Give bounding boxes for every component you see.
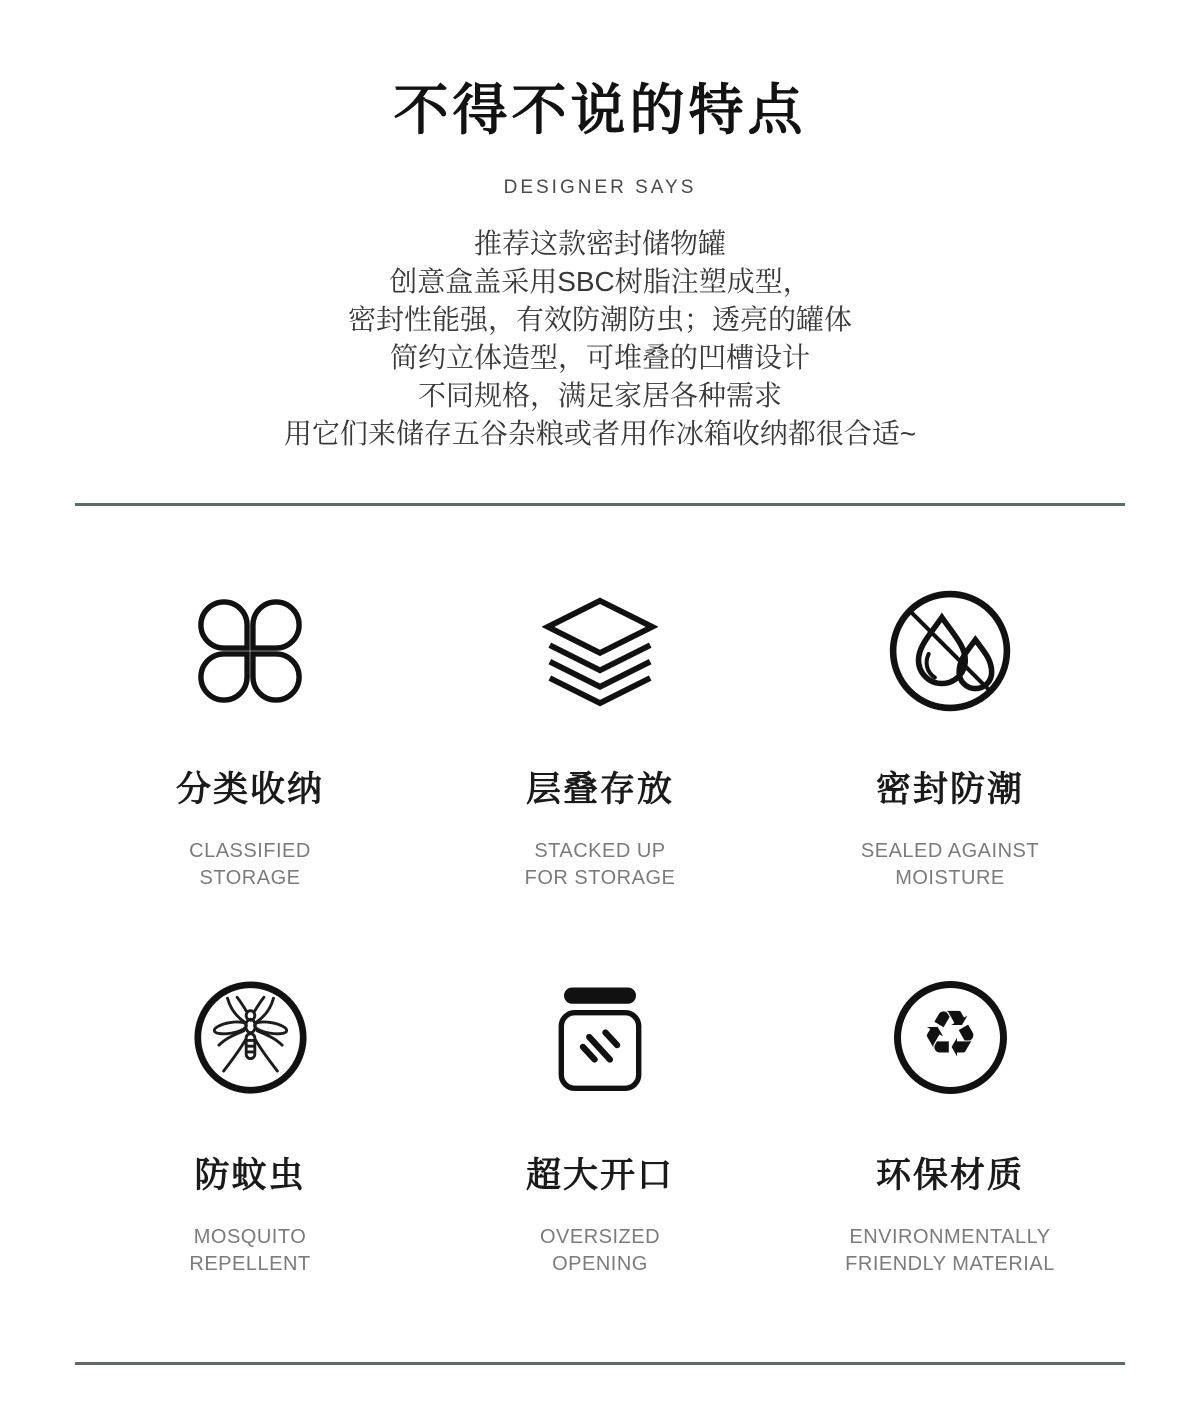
- feature-subtitle-line: CLASSIFIED: [189, 840, 311, 862]
- feature-stacked-storage: [425, 506, 775, 892]
- recycle-glyph: ♻: [921, 998, 979, 1072]
- description-line: 推荐这款密封储物罐: [473, 228, 726, 259]
- feature-subtitle-line: FOR STORAGE: [524, 867, 676, 889]
- feature-sealed-moisture: [775, 506, 1125, 892]
- feature-subtitle-line: FRIENDLY MATERIAL: [845, 1253, 1055, 1275]
- feature-eco-material: [775, 892, 1125, 1278]
- product-description: [0, 225, 1200, 453]
- feature-oversized-opening: [425, 892, 775, 1278]
- feature-subtitle: [75, 838, 425, 892]
- icon-box: [775, 592, 1125, 710]
- feature-subtitle-line: STORAGE: [199, 867, 301, 889]
- feature-classified-storage: [75, 506, 425, 892]
- feature-subtitle-line: MOSQUITO: [193, 1226, 307, 1248]
- icon-box: [75, 592, 425, 710]
- feature-subtitle: [75, 1224, 425, 1278]
- feature-grid: [75, 506, 1125, 1278]
- description-line: 密封性能强，有效防潮防虫；透亮的罐体: [347, 304, 852, 335]
- feature-subtitle-line: ENVIRONMENTALLY: [849, 1226, 1051, 1248]
- description-line: 用它们来储存五谷杂粮或者用作冰箱收纳都很合适~: [283, 418, 917, 449]
- feature-mosquito-repellent: [75, 892, 425, 1278]
- feature-title: 分类收纳: [175, 770, 324, 809]
- feature-title: 环保材质: [875, 1156, 1024, 1195]
- icon-box: [425, 978, 775, 1096]
- feature-subtitle: [425, 838, 775, 892]
- recycle-icon: [894, 981, 1007, 1094]
- feature-title: 密封防潮: [875, 770, 1024, 809]
- icon-box: [75, 978, 425, 1096]
- feature-title: 超大开口: [525, 1156, 674, 1195]
- stacked-layers-icon: [542, 595, 658, 707]
- feature-subtitle-line: STACKED UP: [534, 840, 666, 862]
- four-petals-icon: [196, 597, 304, 705]
- feature-title: 防蚊虫: [194, 1156, 306, 1195]
- bottom-divider: [75, 1362, 1125, 1365]
- page-title: 不得不说的特点: [393, 79, 807, 141]
- description-line: 创意盒盖采用SBC树脂注塑成型，: [389, 266, 811, 297]
- mosquito-icon: [193, 980, 308, 1095]
- feature-title: 层叠存放: [525, 770, 674, 809]
- page-subtitle: DESIGNER SAYS: [503, 177, 697, 198]
- feature-subtitle-line: OVERSIZED: [539, 1226, 661, 1248]
- feature-subtitle-line: SEALED AGAINST: [860, 840, 1040, 862]
- icon-box: [775, 978, 1125, 1096]
- feature-subtitle-line: REPELLENT: [189, 1253, 311, 1275]
- feature-subtitle: [425, 1224, 775, 1278]
- storage-jar-icon: [546, 982, 654, 1092]
- description-line: 简约立体造型，可堆叠的凹槽设计: [389, 342, 810, 373]
- feature-subtitle: [775, 1224, 1125, 1278]
- feature-subtitle: [775, 838, 1125, 892]
- icon-box: [425, 592, 775, 710]
- feature-subtitle-line: MOISTURE: [895, 867, 1005, 889]
- feature-subtitle-line: OPENING: [552, 1253, 648, 1275]
- description-line: 不同规格，满足家居各种需求: [417, 380, 782, 411]
- no-moisture-drops-icon: [886, 587, 1014, 715]
